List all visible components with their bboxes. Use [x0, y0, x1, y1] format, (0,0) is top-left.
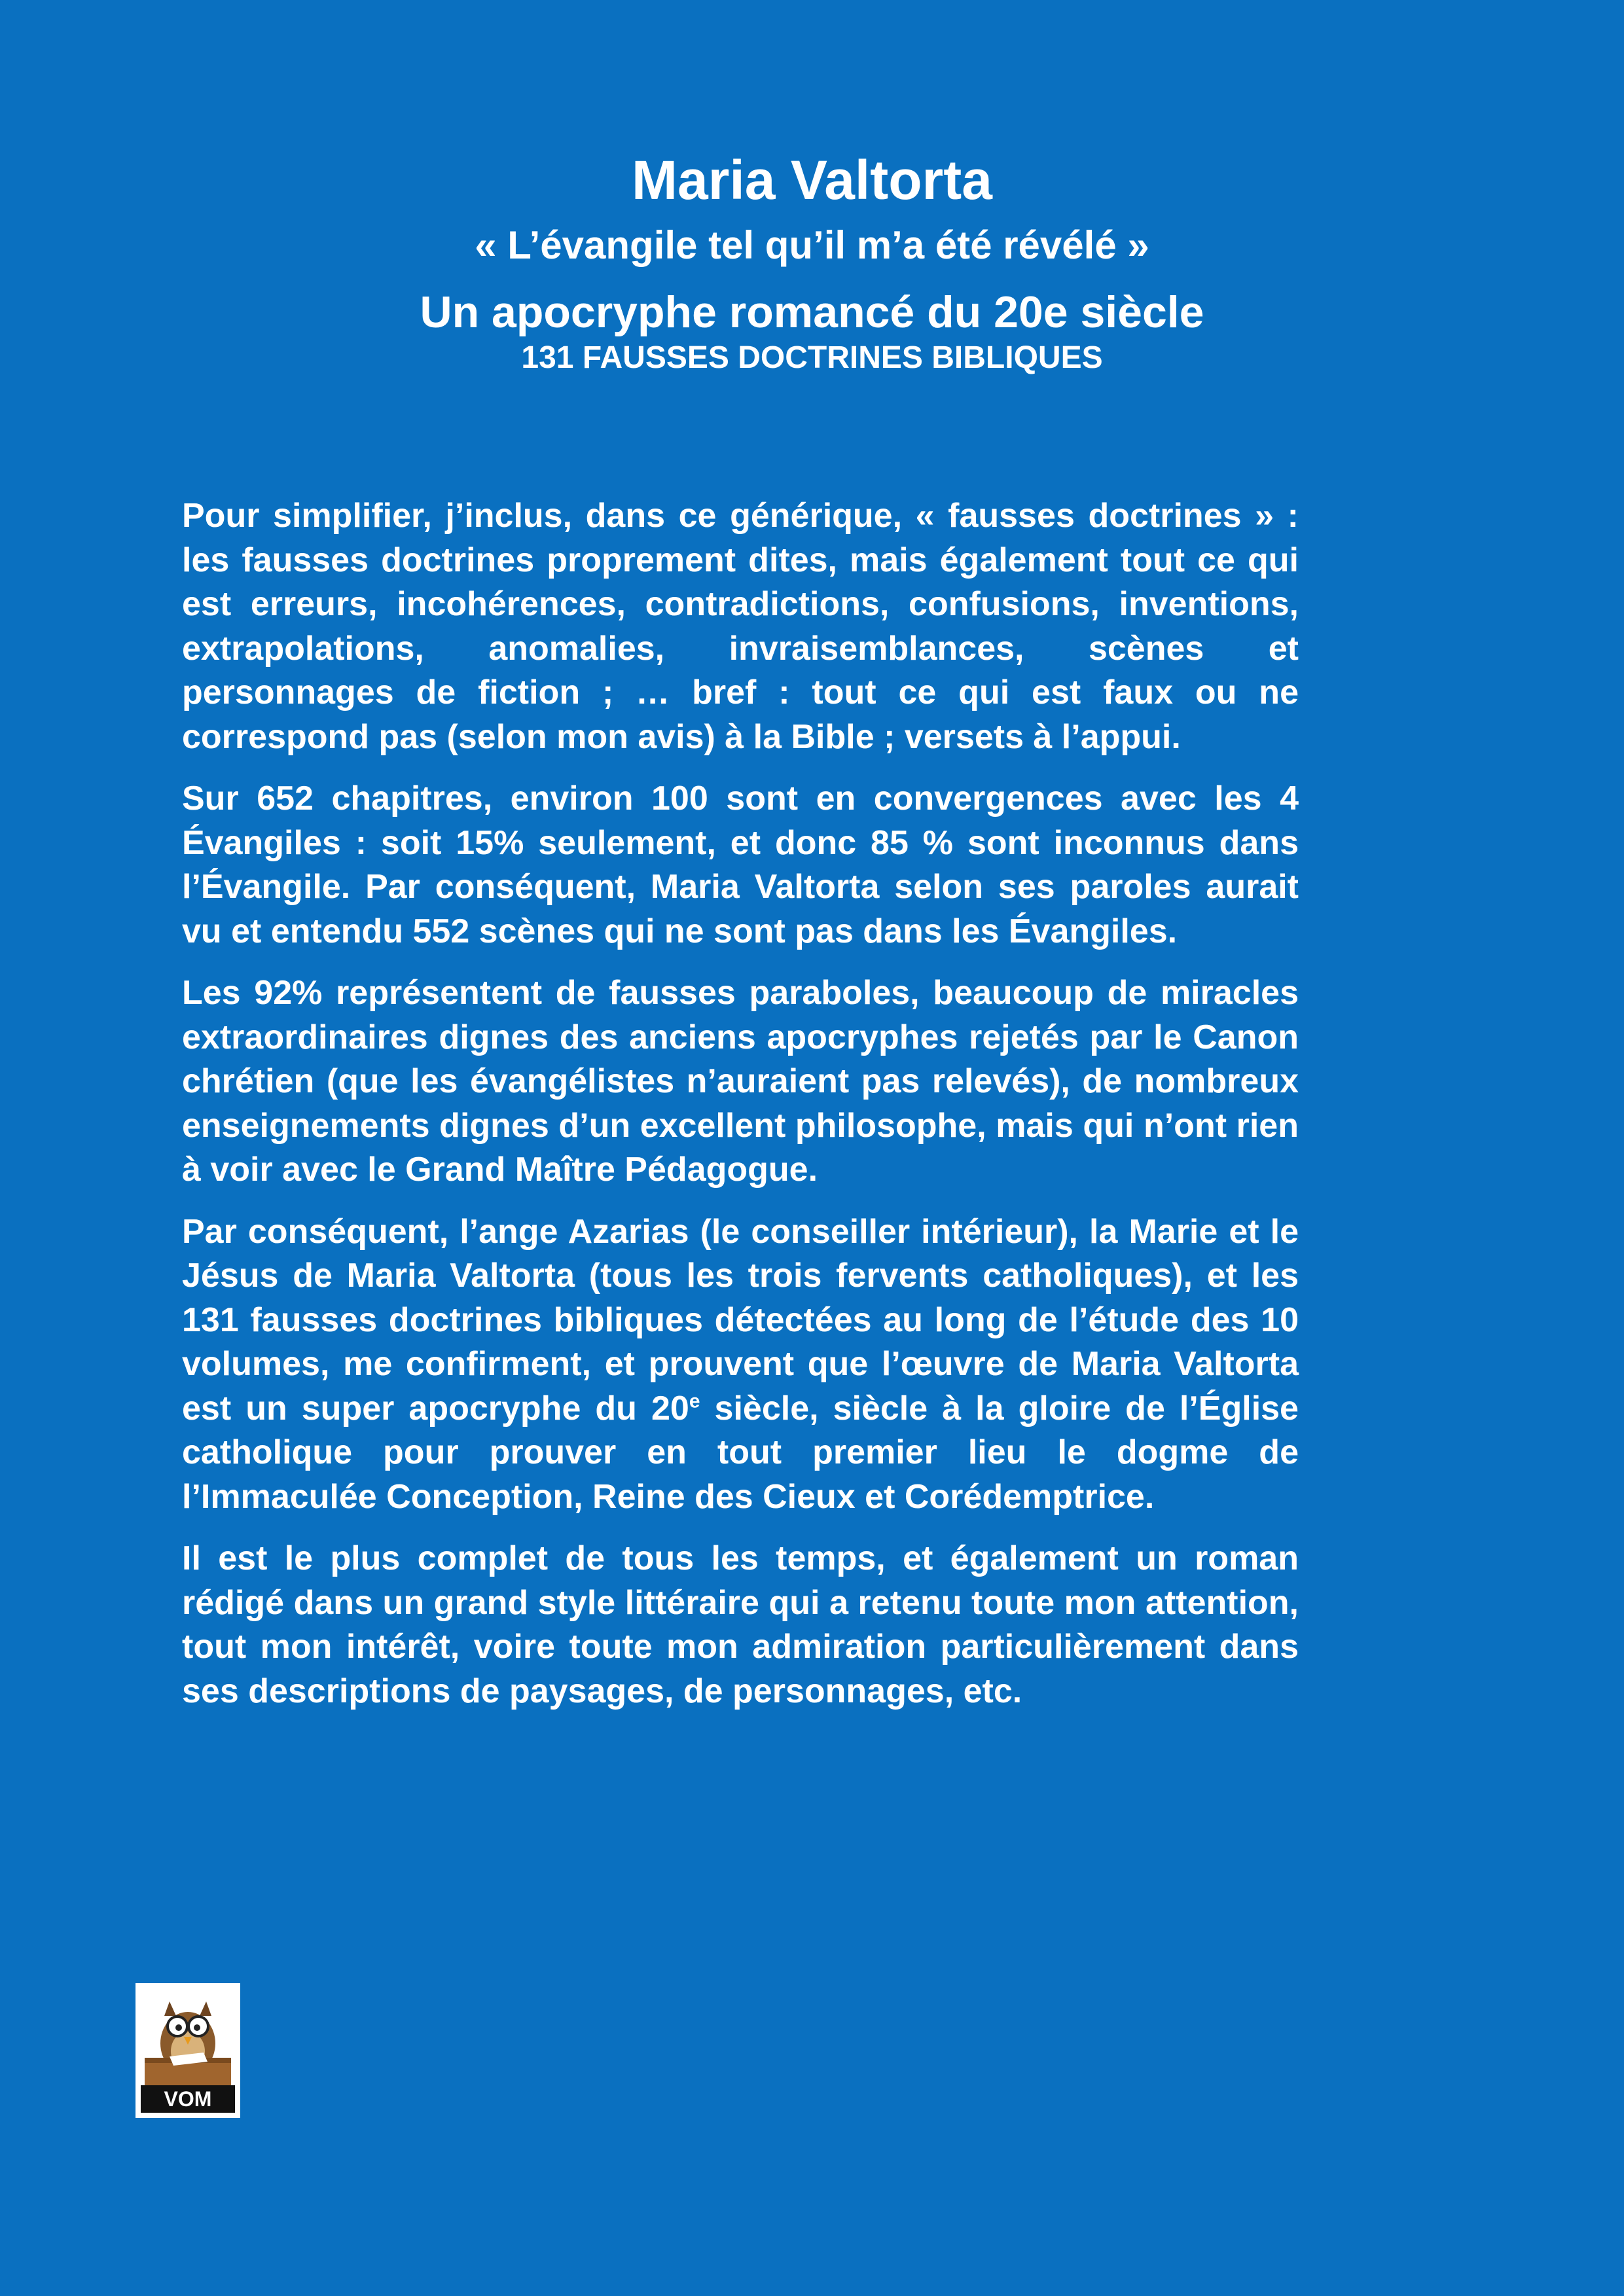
paragraph-4-part-2: siècle, siècle à la gloire de l’Église catholique pour prouver en tout premier lieu le dogme de l’Immaculée Conception, Reine des Cieux et Corédemptrice.: [182, 1389, 1299, 1516]
owl-reader-icon: [135, 1983, 240, 2088]
paragraph-1: Pour simplifier, j’inclus, dans ce générique, « fausses doctrines » : les fausses doctrines proprement dites, mais également tout ce qui est erreurs, incohérences, contradictions, confusions, inventions, extrapolations, anomalies, invraisemblances, scènes et personnages de fiction ; … bref : tout ce qui est faux ou ne correspond pas (selon mon avis) à la Bible ; versets à l’appui.: [182, 497, 1299, 756]
book-tagline: Un apocryphe romancé du 20e siècle: [420, 287, 1204, 337]
logo-label: VOM: [141, 2085, 235, 2113]
book-subtitle: « L’évangile tel qu’il m’a été révélé »: [475, 223, 1149, 267]
page-title: Maria Valtorta: [632, 149, 992, 211]
header: [0, 147, 1624, 376]
publisher-logo: [135, 1983, 240, 2118]
book-caption: 131 FAUSSES DOCTRINES BIBLIQUES: [521, 340, 1103, 375]
body-text: [182, 494, 1299, 1731]
paragraph-2: Sur 652 chapitres, environ 100 sont en convergences avec les 4 Évangiles : soit 15% seulement, et donc 85 % sont inconnus dans l’Évangile. Par conséquent, Maria Valtorta selon ses paroles aurait vu et entendu 552 scènes qui ne sont pas dans les Évangiles.: [182, 780, 1299, 950]
superscript-ordinal: e: [689, 1390, 700, 1412]
paragraph-4-part-1: Par conséquent, l’ange Azarias (le conseiller intérieur), la Marie et le Jésus de Maria Valtorta (tous les trois fervents catholiques), et les 131 fausses doctrines bibliques détectées au long de l’étude des 10 volumes, me confirment, et prouvent que l’œuvre de Maria Valtorta est un super apocryphe du 20: [182, 1212, 1299, 1427]
paragraph-3: Les 92% représentent de fausses paraboles, beaucoup de miracles extraordinaires dignes des anciens apocryphes rejetés par le Canon chrétien (que les évangélistes n’auraient pas relevés), de nombreux enseignements dignes d’un excellent philosophe, mais qui n’ont rien à voir avec le Grand Maître Pédagogue.: [182, 974, 1299, 1189]
paragraph-5: Il est le plus complet de tous les temps, et également un roman rédigé dans un grand style littéraire qui a retenu toute mon attention, tout mon intérêt, voire toute mon admiration particulièrement dans ses descriptions de paysages, de personnages, etc.: [182, 1539, 1299, 1710]
paragraph-4: [182, 1210, 1299, 1520]
